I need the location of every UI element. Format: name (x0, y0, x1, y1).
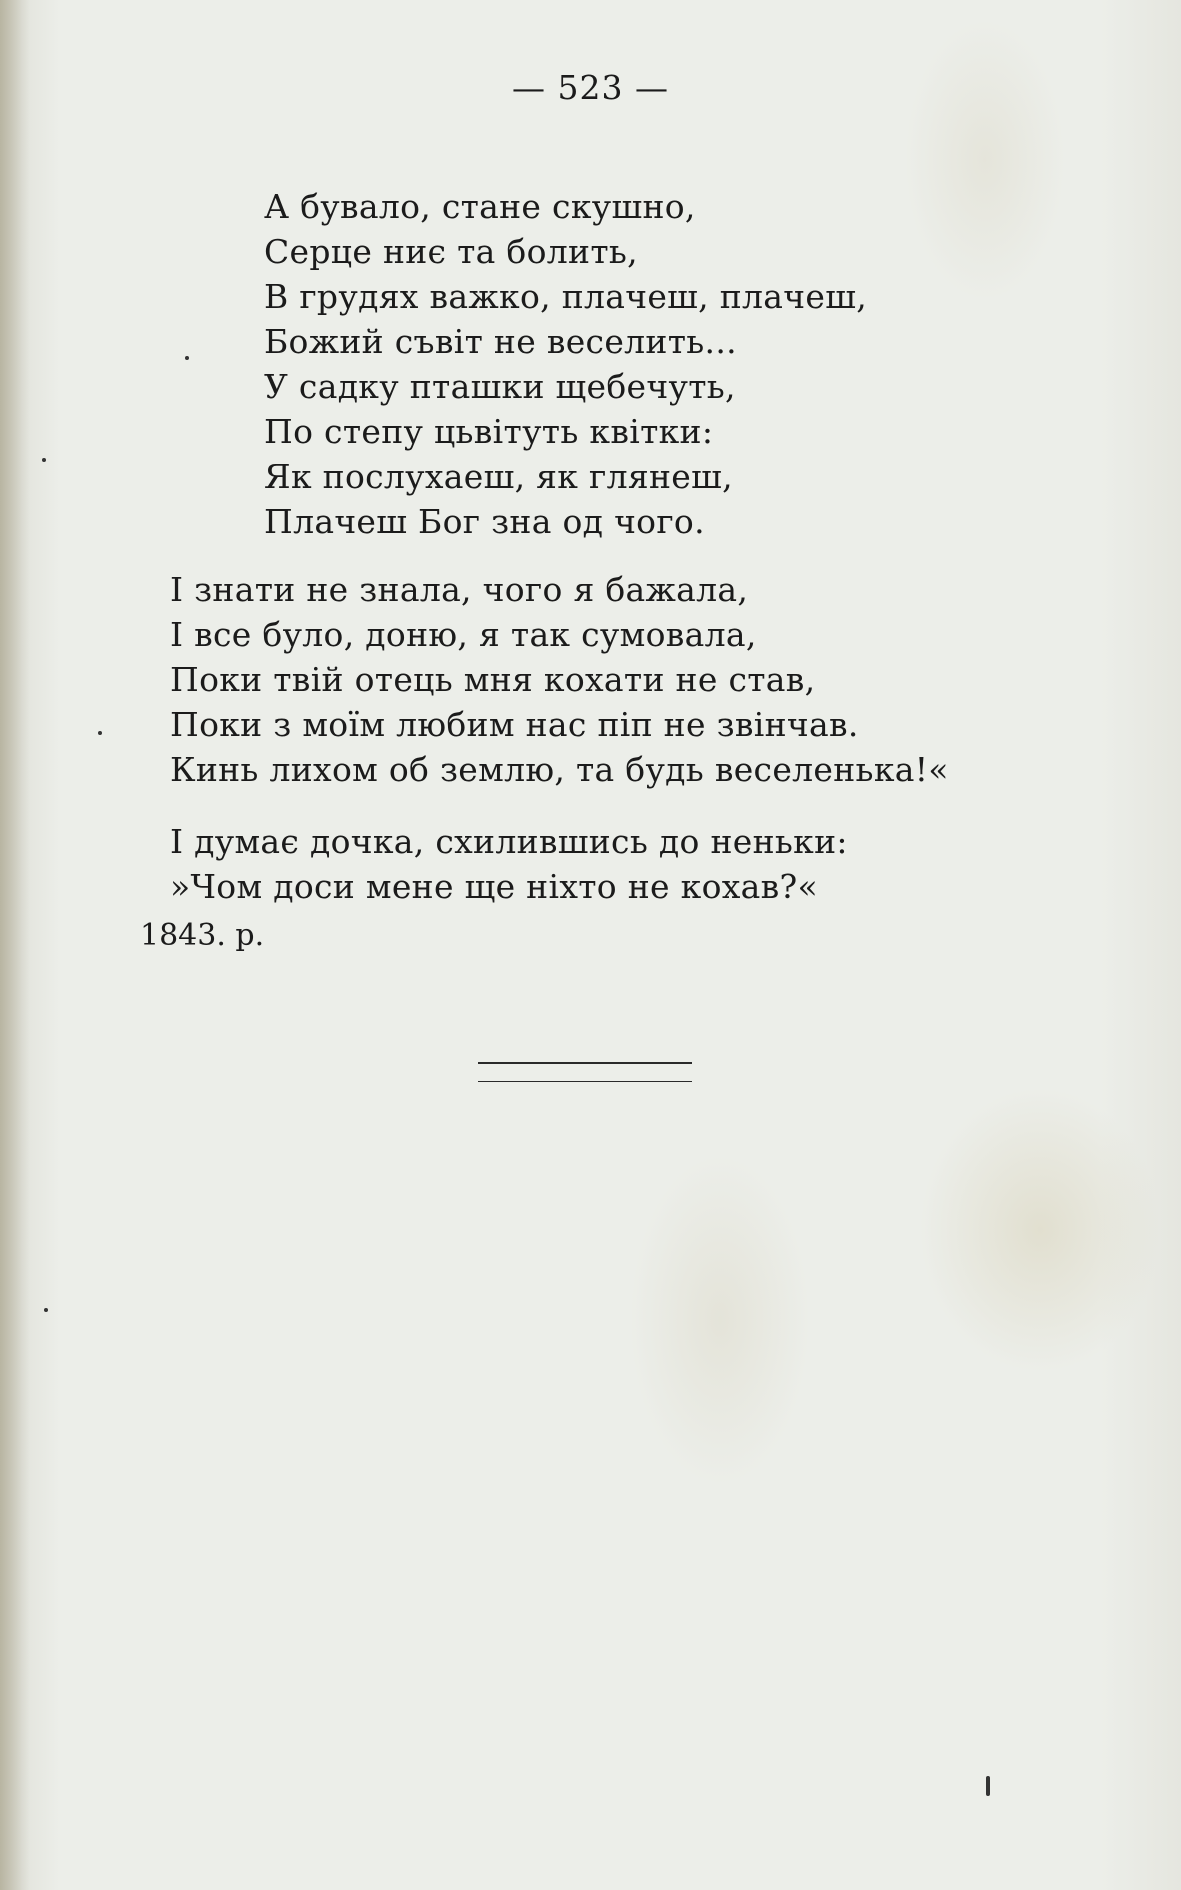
verse-line: І думає дочка, схилившись до неньки: (170, 822, 848, 861)
verse-line: Поки з моїм любим нас піп не звінчав. (170, 705, 859, 744)
verse-line: Поки твій отець мня кохати не став, (170, 660, 816, 699)
verse-line: Плачеш Бог зна од чого. (264, 502, 705, 541)
verse-line: Як послухаеш, як глянеш, (264, 457, 733, 496)
verse-line: Божий съвіт не веселить... (264, 322, 737, 361)
paper-speck (44, 1308, 48, 1312)
closing-rule-bottom (478, 1081, 692, 1082)
verse-line: В грудях важко, плачеш, плачеш, (264, 277, 867, 316)
poem-date: 1843. р. (140, 918, 265, 953)
paper-speck (42, 458, 46, 462)
verse-line: По степу цьвітуть квітки: (264, 412, 714, 451)
paper-speck (98, 731, 102, 735)
verse-line: »Чом доси мене ще ніхто не кохав?« (170, 867, 819, 906)
closing-rule-top (478, 1062, 692, 1064)
verse-line: У садку пташки щебечуть, (264, 367, 736, 406)
verse-line: Серце ниє та болить, (264, 232, 638, 271)
verse-line: А бувало, стане скушно, (264, 187, 696, 226)
paper-speck (185, 356, 189, 360)
page-number: — 523 — (512, 68, 669, 107)
verse-line: Кинь лихом об землю, та будь веселенька!« (170, 750, 949, 789)
verse-line: І знати не знала, чого я бажала, (170, 570, 749, 609)
gutter-shadow (0, 0, 30, 1890)
verse-line: І все було, доню, я так сумовала, (170, 615, 757, 654)
paper-speck (986, 1776, 990, 1796)
